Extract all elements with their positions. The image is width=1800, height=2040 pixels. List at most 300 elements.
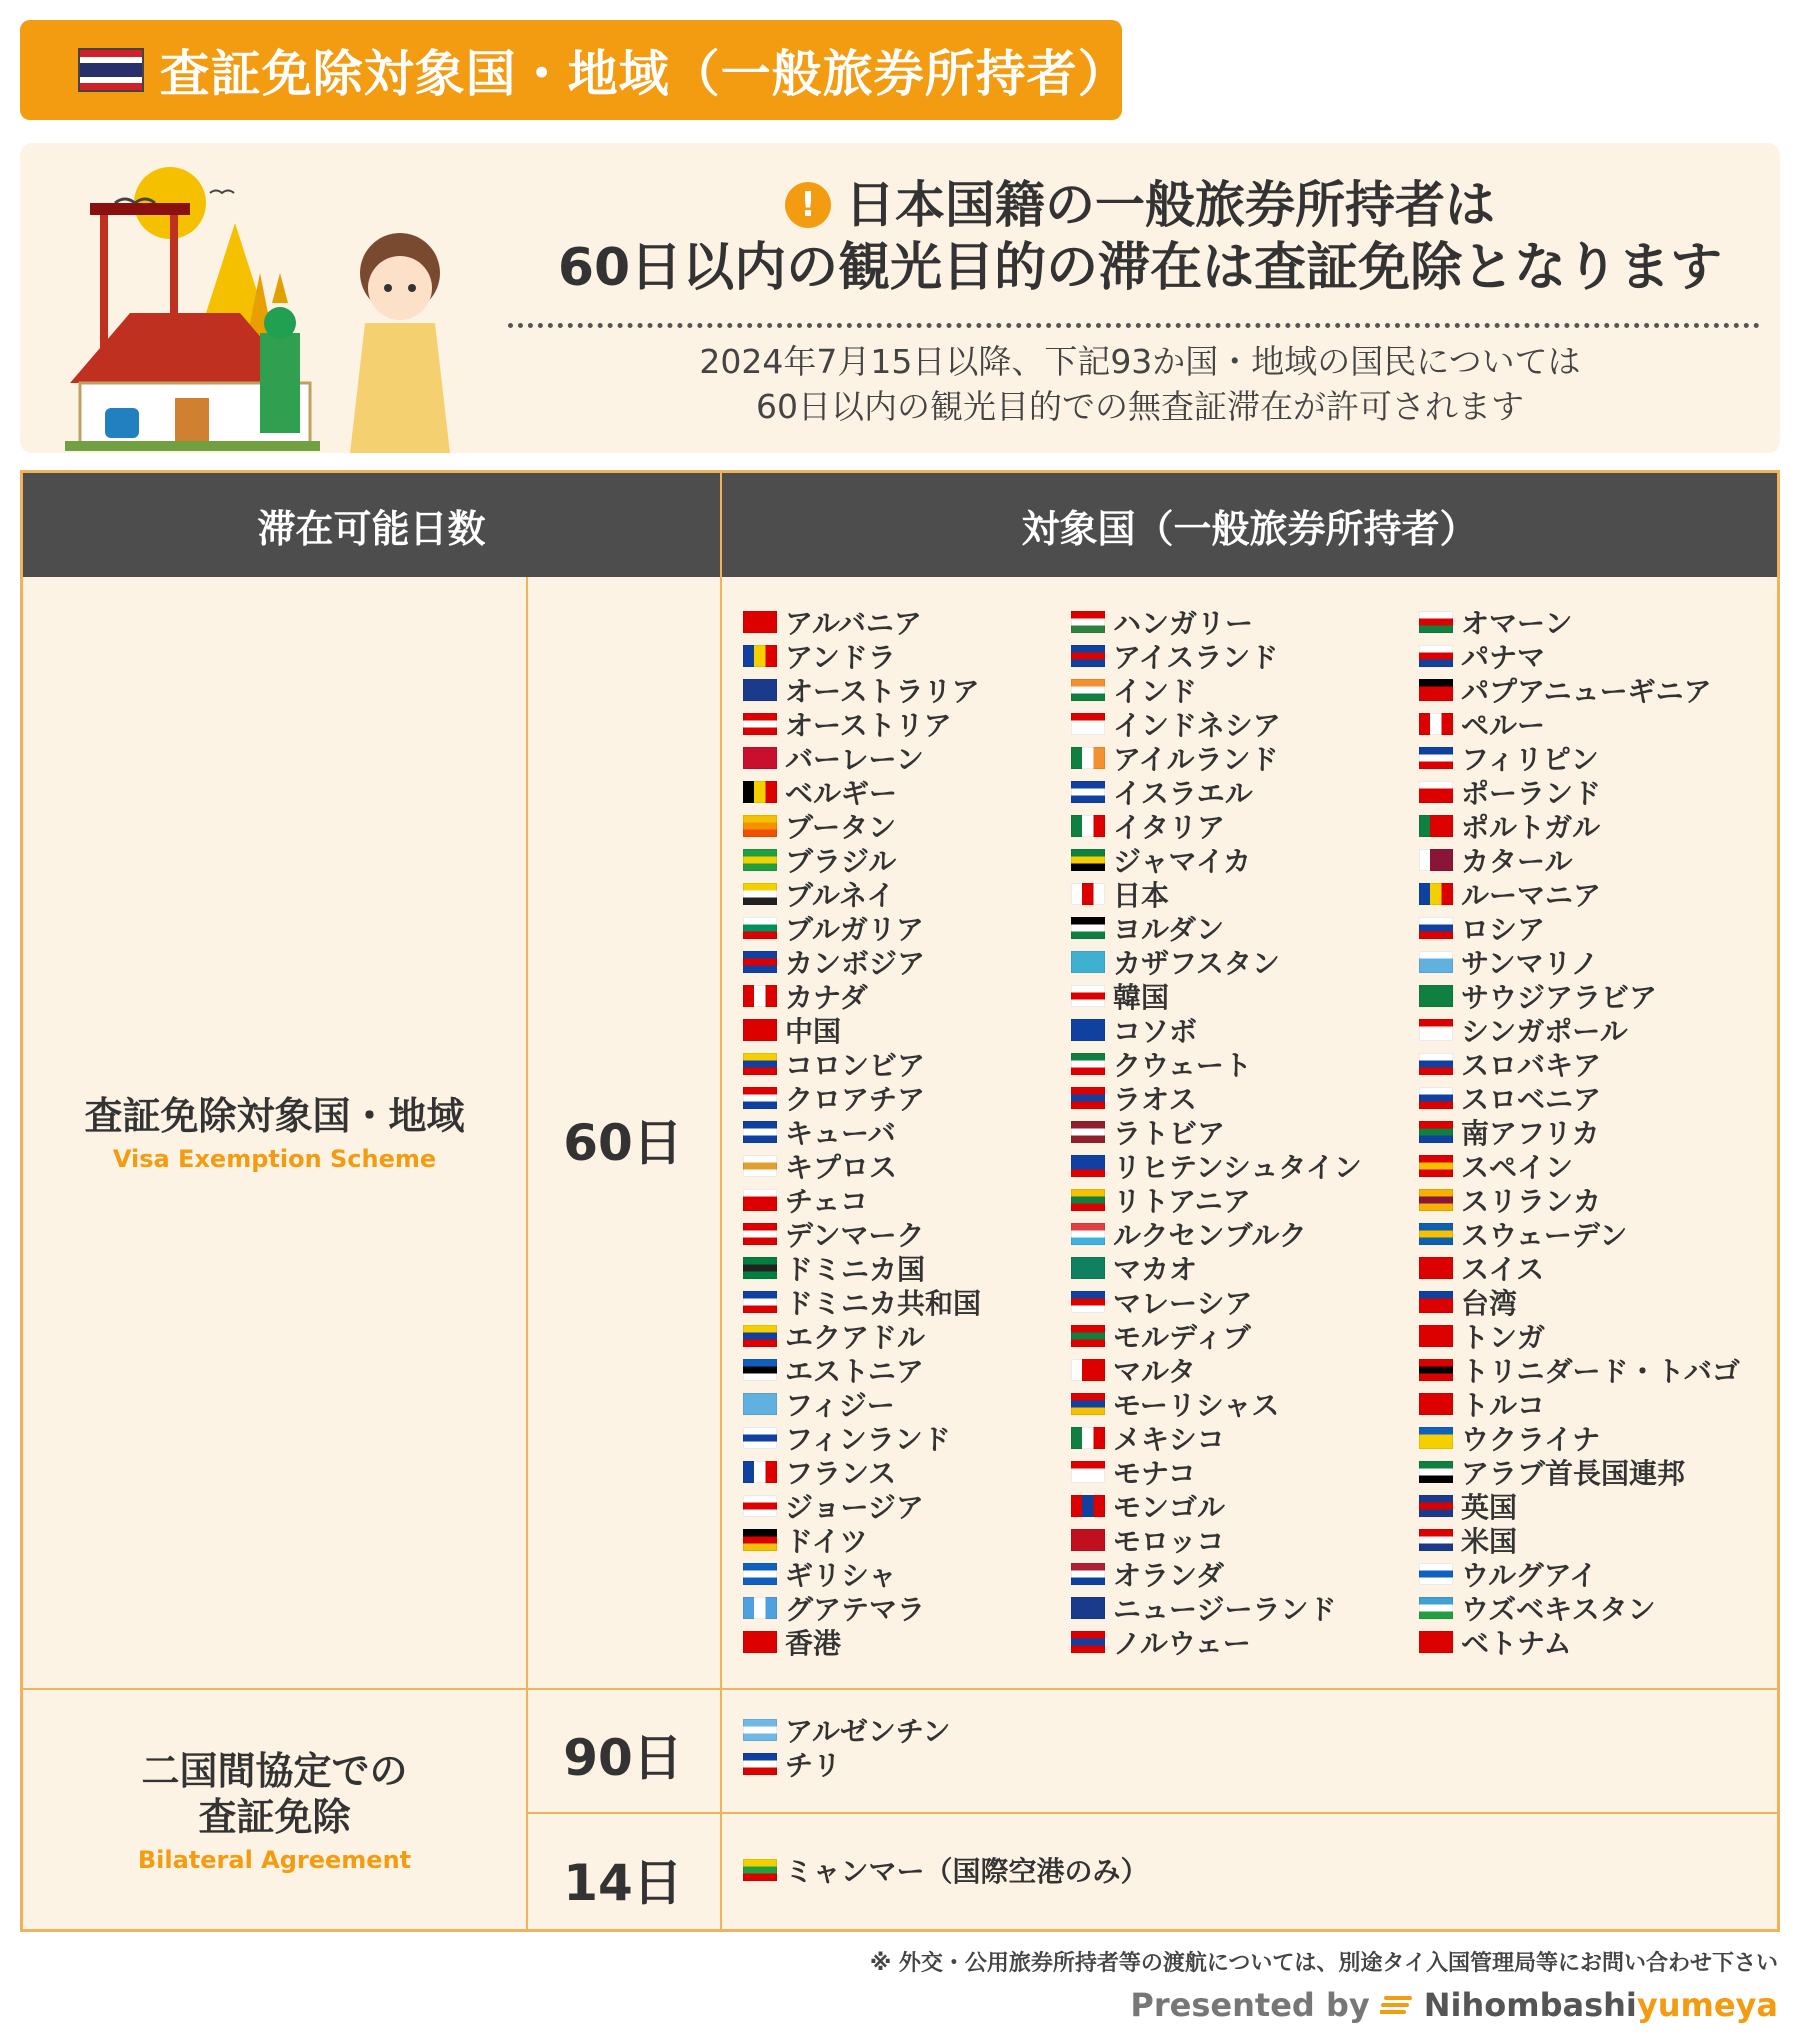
- country-flag-icon: [1419, 713, 1453, 735]
- country-flag-icon: [1071, 1087, 1105, 1109]
- country-name: ルーマニア: [1461, 879, 1602, 912]
- country-flag-icon: [1419, 1189, 1453, 1211]
- country-item: [743, 1853, 1148, 1887]
- country-flag-icon: [1071, 679, 1105, 701]
- country-flag-icon: [1071, 781, 1105, 803]
- country-flag-icon: [743, 1121, 777, 1143]
- country-flag-icon: [743, 747, 777, 769]
- country-flag-icon: [1071, 1529, 1105, 1551]
- country-flag-icon: [743, 1291, 777, 1313]
- country-item: [743, 605, 981, 639]
- bilateral-label-ja-2: 査証免除: [198, 1795, 351, 1839]
- country-item: [1071, 775, 1362, 809]
- country-flag-icon: [1419, 1325, 1453, 1347]
- country-flag-icon: [1071, 1631, 1105, 1653]
- country-flag-icon: [1071, 917, 1105, 939]
- country-name: エストニア: [785, 1355, 924, 1388]
- country-name: 米国: [1461, 1525, 1518, 1558]
- country-name: キューバ: [785, 1117, 896, 1150]
- country-flag-icon: [1419, 951, 1453, 973]
- country-flag-icon: [1419, 747, 1453, 769]
- country-name: 南アフリカ: [1461, 1117, 1600, 1150]
- country-item: [1419, 911, 1740, 945]
- country-name: コソボ: [1113, 1015, 1198, 1048]
- country-list-col3: [1419, 605, 1740, 1659]
- country-name: モルディブ: [1113, 1321, 1251, 1354]
- country-name: ラトビア: [1113, 1117, 1226, 1150]
- country-flag-icon: [1419, 1223, 1453, 1245]
- country-item: [743, 1523, 981, 1557]
- sub-line2: 60日以内の観光目的での無査証滞在が許可されます: [756, 387, 1524, 426]
- country-name: ベルギー: [785, 777, 898, 810]
- country-name: チェコ: [785, 1185, 869, 1218]
- country-name: ドミニカ国: [785, 1253, 926, 1286]
- country-item: [1419, 707, 1740, 741]
- country-flag-icon: [1419, 1359, 1453, 1381]
- country-flag-icon: [743, 1495, 777, 1517]
- country-item: [1071, 1557, 1362, 1591]
- country-item: [1419, 945, 1740, 979]
- country-item: [1071, 1047, 1362, 1081]
- country-name: ミャンマー（国際空港のみ）: [785, 1855, 1149, 1888]
- country-item: [1071, 1251, 1362, 1285]
- country-item: [1419, 1149, 1740, 1183]
- country-item: [743, 1489, 981, 1523]
- country-flag-icon: [1419, 1631, 1453, 1653]
- dotted-divider: [508, 323, 1760, 328]
- country-name: アルバニア: [785, 607, 922, 640]
- country-flag-icon: [1419, 781, 1453, 803]
- country-name: アラブ首長国連邦: [1461, 1457, 1686, 1490]
- country-flag-icon: [1419, 1427, 1453, 1449]
- country-flag-icon: [1419, 1155, 1453, 1177]
- country-name: パプアニューギニア: [1461, 675, 1712, 708]
- bilateral-label-en: Bilateral Agreement: [137, 1846, 412, 1874]
- country-flag-icon: [1071, 1325, 1105, 1347]
- country-item: [743, 1251, 981, 1285]
- country-name: トルコ: [1461, 1389, 1546, 1422]
- brand-name: [1424, 1986, 1778, 2024]
- country-item: [1071, 809, 1362, 843]
- country-name: スイス: [1461, 1253, 1545, 1286]
- country-flag-icon: [1071, 1257, 1105, 1279]
- country-item: [743, 1421, 981, 1455]
- country-name: ウルグアイ: [1461, 1559, 1598, 1592]
- country-name: ブルガリア: [785, 913, 924, 946]
- country-flag-icon: [743, 1563, 777, 1585]
- country-flag-icon: [1419, 1291, 1453, 1313]
- country-item: [1071, 1149, 1362, 1183]
- country-name: イスラエル: [1113, 777, 1253, 810]
- bilateral-label: [23, 1748, 526, 1874]
- country-name: ラオス: [1113, 1083, 1197, 1116]
- country-name: バーレーン: [785, 743, 924, 776]
- country-name: コロンビア: [785, 1049, 926, 1082]
- country-item: [1071, 1591, 1362, 1625]
- country-flag-icon: [1071, 1597, 1105, 1619]
- country-item: [743, 707, 981, 741]
- country-item: [1071, 1081, 1362, 1115]
- country-item: [743, 1285, 981, 1319]
- country-flag-icon: [743, 679, 777, 701]
- country-name: フィンランド: [785, 1423, 951, 1456]
- country-name: スロバキア: [1461, 1049, 1602, 1082]
- country-flag-icon: [743, 1257, 777, 1279]
- country-item: [743, 1713, 950, 1747]
- country-flag-icon: [1419, 1121, 1453, 1143]
- table-header: [23, 473, 1777, 577]
- country-item: [1419, 1353, 1740, 1387]
- country-name: オランダ: [1113, 1559, 1224, 1592]
- country-name: イタリア: [1113, 811, 1226, 844]
- country-item: [743, 911, 981, 945]
- country-flag-icon: [743, 781, 777, 803]
- country-item: [743, 1625, 981, 1659]
- visa-exemption-label-en: Visa Exemption Scheme: [112, 1145, 437, 1173]
- country-flag-icon: [1071, 1393, 1105, 1415]
- country-name: オマーン: [1461, 607, 1573, 640]
- country-item: [743, 1081, 981, 1115]
- country-name: ブラジル: [785, 845, 897, 878]
- country-flag-icon: [1071, 1427, 1105, 1449]
- country-flag-icon: [743, 1753, 777, 1775]
- country-item: [1071, 639, 1362, 673]
- country-flag-icon: [1419, 679, 1453, 701]
- country-flag-icon: [743, 645, 777, 667]
- country-item: [1071, 741, 1362, 775]
- country-name: リヒテンシュタイン: [1113, 1151, 1362, 1184]
- country-name: キプロス: [785, 1151, 898, 1184]
- country-flag-icon: [743, 1053, 777, 1075]
- thai-temple-illustration: [60, 163, 520, 453]
- country-flag-icon: [1071, 645, 1105, 667]
- country-flag-icon: [1071, 1019, 1105, 1041]
- country-name: ウクライナ: [1461, 1423, 1601, 1456]
- country-name: シンガポール: [1461, 1015, 1628, 1048]
- country-name: 香港: [785, 1627, 842, 1660]
- visa-table: [20, 470, 1780, 1932]
- country-item: [1419, 1421, 1740, 1455]
- country-name: クロアチア: [785, 1083, 926, 1116]
- country-name: サンマリノ: [1461, 947, 1599, 980]
- country-name: ヨルダン: [1113, 913, 1225, 946]
- country-flag-icon: [743, 1155, 777, 1177]
- thailand-flag-icon: [78, 48, 144, 92]
- country-flag-icon: [1071, 849, 1105, 871]
- country-name: チリ: [785, 1749, 842, 1782]
- country-name: デンマーク: [785, 1219, 925, 1252]
- country-item: [1419, 1081, 1740, 1115]
- presented-prefix: Presented by: [1130, 1986, 1370, 2024]
- country-item: [743, 1557, 981, 1591]
- country-flag-icon: [1419, 1257, 1453, 1279]
- country-list-90: [743, 1713, 950, 1781]
- country-list-col2: [1071, 605, 1362, 1659]
- country-item: [1419, 843, 1740, 877]
- country-flag-icon: [1071, 1053, 1105, 1075]
- country-name: ポーランド: [1461, 777, 1602, 810]
- country-flag-icon: [1419, 1019, 1453, 1041]
- country-item: [1419, 639, 1740, 673]
- country-name: ブータン: [785, 811, 897, 844]
- country-name: フランス: [785, 1457, 897, 1490]
- country-flag-icon: [1419, 1529, 1453, 1551]
- country-flag-icon: [1071, 1563, 1105, 1585]
- country-item: [743, 1353, 981, 1387]
- country-flag-icon: [1419, 645, 1453, 667]
- country-item: [1419, 1591, 1740, 1625]
- country-name: ドイツ: [785, 1525, 868, 1558]
- headline-line1: 日本国籍の一般旅券所持者は: [845, 176, 1495, 234]
- country-name: モーリシャス: [1113, 1389, 1280, 1422]
- country-flag-icon: [743, 1019, 777, 1041]
- days-14: 14日: [563, 1854, 683, 1912]
- country-name: インド: [1113, 675, 1198, 708]
- bilateral-label-ja-1: 二国間協定での: [141, 1749, 408, 1793]
- country-item: [743, 1047, 981, 1081]
- country-flag-icon: [743, 883, 777, 905]
- country-name: モロッコ: [1113, 1525, 1225, 1558]
- country-name: カナダ: [785, 981, 868, 1014]
- visa-exemption-label: [23, 1093, 526, 1173]
- country-item: [1071, 673, 1362, 707]
- country-name: 中国: [785, 1015, 842, 1048]
- country-flag-icon: [1419, 1393, 1453, 1415]
- country-name: モンゴル: [1113, 1491, 1226, 1524]
- intro-subtext: [500, 339, 1780, 429]
- country-item: [1419, 1523, 1740, 1557]
- country-item: [1419, 1489, 1740, 1523]
- country-flag-icon: [1071, 1223, 1105, 1245]
- country-name: ニュージーランド: [1113, 1593, 1337, 1626]
- country-item: [743, 1149, 981, 1183]
- country-name: ドミニカ共和国: [785, 1287, 982, 1320]
- country-flag-icon: [743, 1859, 777, 1881]
- country-flag-icon: [1071, 883, 1105, 905]
- days-90: 90日: [563, 1729, 683, 1787]
- title-bar: [20, 20, 1129, 120]
- country-name: マレーシア: [1113, 1287, 1253, 1320]
- country-name: 英国: [1461, 1491, 1518, 1524]
- country-name: ルクセンブルク: [1113, 1219, 1307, 1252]
- country-flag-icon: [743, 713, 777, 735]
- country-name: ブルネイ: [785, 879, 895, 912]
- country-item: [1071, 911, 1362, 945]
- country-item: [743, 1455, 981, 1489]
- country-flag-icon: [743, 1719, 777, 1741]
- brand-name-a: Nihombashi: [1423, 1986, 1637, 2024]
- country-flag-icon: [743, 985, 777, 1007]
- country-flag-icon: [1071, 1291, 1105, 1313]
- country-name: サウジアラビア: [1461, 981, 1658, 1014]
- country-flag-icon: [743, 815, 777, 837]
- country-name: アンドラ: [785, 641, 896, 674]
- country-flag-icon: [743, 1631, 777, 1653]
- country-name: パナマ: [1461, 641, 1546, 674]
- country-item: [743, 1115, 981, 1149]
- country-name: カザフスタン: [1113, 947, 1280, 980]
- country-list-col1: [743, 605, 981, 1659]
- country-name: フィジー: [785, 1389, 895, 1422]
- header-days: 滞在可能日数: [257, 506, 486, 551]
- country-flag-icon: [743, 917, 777, 939]
- country-flag-icon: [1071, 1495, 1105, 1517]
- country-flag-icon: [743, 1189, 777, 1211]
- country-name: スリランカ: [1461, 1185, 1602, 1218]
- brand-name-b: yumeya: [1636, 1986, 1778, 2024]
- country-item: [743, 639, 981, 673]
- headline-line2: 60日以内の観光目的の滞在は査証免除となります: [557, 238, 1723, 298]
- country-item: [1419, 877, 1740, 911]
- country-item: [743, 1747, 950, 1781]
- country-item: [1071, 1455, 1362, 1489]
- country-name: トリニダード・トバゴ: [1461, 1355, 1740, 1388]
- country-item: [1071, 877, 1362, 911]
- country-item: [1071, 707, 1362, 741]
- country-item: [1419, 605, 1740, 639]
- country-name: ジャマイカ: [1113, 845, 1252, 878]
- country-flag-icon: [1071, 713, 1105, 735]
- country-name: スウェーデン: [1461, 1219, 1628, 1252]
- country-flag-icon: [743, 611, 777, 633]
- country-flag-icon: [1419, 1563, 1453, 1585]
- country-item: [1071, 1387, 1362, 1421]
- country-flag-icon: [743, 1223, 777, 1245]
- country-item: [1071, 1115, 1362, 1149]
- country-item: [1419, 1285, 1740, 1319]
- country-item: [1419, 1557, 1740, 1591]
- country-item: [743, 843, 981, 877]
- country-name: 韓国: [1113, 981, 1170, 1014]
- country-item: [1419, 1115, 1740, 1149]
- country-item: [743, 1013, 981, 1047]
- brand-logo-icon: [1380, 1992, 1414, 2018]
- country-flag-icon: [1071, 611, 1105, 633]
- country-flag-icon: [1071, 951, 1105, 973]
- country-item: [1071, 1489, 1362, 1523]
- country-name: オーストリア: [785, 709, 952, 742]
- country-item: [1419, 1625, 1740, 1659]
- country-name: アルゼンチン: [785, 1715, 951, 1748]
- country-list-14: [743, 1853, 1148, 1887]
- country-flag-icon: [1419, 883, 1453, 905]
- country-item: [743, 809, 981, 843]
- country-name: スロベニア: [1461, 1083, 1602, 1116]
- presented-by: [1130, 1986, 1778, 2024]
- country-flag-icon: [1419, 1053, 1453, 1075]
- country-name: マルタ: [1113, 1355, 1196, 1388]
- headline-line1-row: [500, 175, 1780, 235]
- country-name: ペルー: [1461, 709, 1546, 742]
- country-item: [743, 775, 981, 809]
- country-flag-icon: [743, 1529, 777, 1551]
- warning-icon: !: [785, 182, 831, 228]
- country-name: インドネシア: [1113, 709, 1281, 742]
- visa-exemption-label-ja: 査証免除対象国・地域: [84, 1094, 465, 1138]
- country-name: ノルウェー: [1113, 1627, 1251, 1660]
- country-item: [743, 1387, 981, 1421]
- country-name: トンガ: [1461, 1321, 1546, 1354]
- country-flag-icon: [743, 1461, 777, 1483]
- header-countries: 対象国（一般旅券所持者）: [1021, 506, 1478, 551]
- country-item: [1071, 1523, 1362, 1557]
- country-flag-icon: [1419, 1087, 1453, 1109]
- country-item: [743, 877, 981, 911]
- headline: [500, 175, 1780, 301]
- country-item: [1419, 1387, 1740, 1421]
- country-flag-icon: [1419, 1597, 1453, 1619]
- intro-panel: [20, 143, 1780, 453]
- country-item: [1419, 979, 1740, 1013]
- country-item: [1419, 1319, 1740, 1353]
- country-item: [1419, 775, 1740, 809]
- country-flag-icon: [1419, 611, 1453, 633]
- country-item: [1071, 1625, 1362, 1659]
- country-name: マカオ: [1113, 1253, 1198, 1286]
- country-item: [743, 1217, 981, 1251]
- country-flag-icon: [1419, 917, 1453, 939]
- country-item: [1419, 1013, 1740, 1047]
- country-flag-icon: [743, 1427, 777, 1449]
- country-item: [1419, 1047, 1740, 1081]
- country-name: フィリピン: [1461, 743, 1599, 776]
- country-name: グアテマラ: [785, 1593, 926, 1626]
- country-item: [1419, 1251, 1740, 1285]
- country-name: ポルトガル: [1461, 811, 1601, 844]
- country-flag-icon: [1071, 1189, 1105, 1211]
- country-item: [1071, 605, 1362, 639]
- country-item: [1419, 673, 1740, 707]
- country-name: ハンガリー: [1113, 607, 1254, 640]
- country-flag-icon: [1071, 1359, 1105, 1381]
- country-flag-icon: [743, 1087, 777, 1109]
- country-name: ロシア: [1461, 913, 1546, 946]
- country-name: クウェート: [1113, 1049, 1252, 1082]
- country-item: [1071, 979, 1362, 1013]
- country-flag-icon: [1071, 985, 1105, 1007]
- country-flag-icon: [743, 1359, 777, 1381]
- country-flag-icon: [1419, 815, 1453, 837]
- country-flag-icon: [743, 1325, 777, 1347]
- country-item: [1419, 809, 1740, 843]
- country-name: メキシコ: [1113, 1423, 1225, 1456]
- country-name: アイルランド: [1113, 743, 1279, 776]
- country-name: カンボジア: [785, 947, 926, 980]
- country-item: [743, 741, 981, 775]
- country-flag-icon: [1071, 815, 1105, 837]
- days-60: 60日: [563, 1114, 683, 1172]
- country-flag-icon: [1419, 1461, 1453, 1483]
- country-item: [1071, 1421, 1362, 1455]
- country-name: アイスランド: [1113, 641, 1279, 674]
- country-item: [1419, 1183, 1740, 1217]
- country-flag-icon: [1071, 1155, 1105, 1177]
- country-item: [743, 1183, 981, 1217]
- country-flag-icon: [1071, 747, 1105, 769]
- country-item: [1071, 843, 1362, 877]
- country-flag-icon: [1419, 985, 1453, 1007]
- country-flag-icon: [743, 1597, 777, 1619]
- country-name: ベトナム: [1461, 1627, 1572, 1660]
- country-name: モナコ: [1113, 1457, 1196, 1490]
- country-name: 台湾: [1461, 1287, 1518, 1320]
- country-item: [743, 979, 981, 1013]
- country-item: [743, 945, 981, 979]
- country-name: 日本: [1113, 879, 1170, 912]
- country-item: [1071, 1353, 1362, 1387]
- country-name: リトアニア: [1113, 1185, 1251, 1218]
- country-flag-icon: [743, 849, 777, 871]
